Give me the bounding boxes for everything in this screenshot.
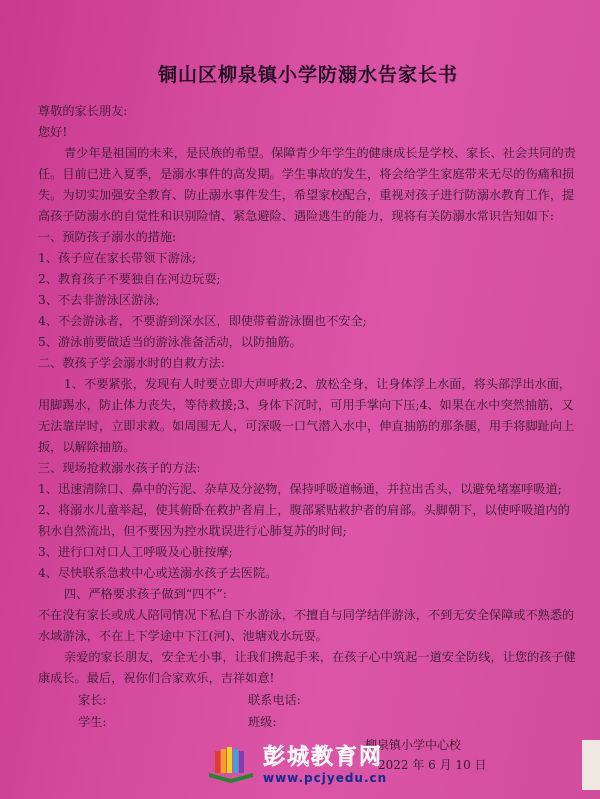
section3-heading: 三、现场抢救溺水孩子的方法: [38, 461, 201, 475]
section1-item: 5、游泳前要做适当的游泳准备活动，以防抽筋。 [38, 335, 302, 349]
letter-title: 铜山区柳泉镇小学防溺水告家长书 [157, 64, 458, 86]
watermark [205, 740, 387, 785]
greeting-line-2: 您好! [38, 125, 68, 139]
section4-heading: 四、严格要求孩子做到“四不”: [64, 587, 227, 601]
parent-label: 家长: [78, 693, 107, 707]
section2-heading: 二、教孩子学会溺水时的自救方法: [38, 356, 225, 370]
footer-date: 2022 年 6 月 10 日 [378, 758, 487, 772]
section1-item: 4、不会游泳者，不要游到深水区，即使带着游泳圈也不安全; [38, 314, 367, 328]
student-label: 学生: [78, 715, 107, 729]
watermark-title: 彭城教育网 [263, 745, 384, 770]
intro-paragraph: 青少年是祖国的未来，是民族的希望。保障青少年学生的健康成长是学校、家长、社会共同的责任。目前已进入夏季，是溺水事件的高发期。学生事故的发生，将会给学生家庭带来无尽的伤痛和损失。为切实加强安全教育、防止溺水事件发生，希望家校配合，重视对孩子进行防溺水教育工作，提高孩子防溺水的自觉性和识别险情、紧急避险、遇险逃生的能力，现将有关防溺水常识告知如下: [38, 146, 576, 223]
section3-item: 3、进行口对口人工呼吸及心脏按摩; [38, 545, 233, 559]
section1-item: 2、教育孩子不要独自在河边玩耍; [38, 272, 221, 286]
section2-body: 1、不要紧张，发现有人时要立即大声呼救;2、放松全身，让身体浮上水面，将头部浮出水面，用脚踢水，防止体力丧失，等待救援;3、身体下沉时，可用手掌向下压;4、如果在水中突然抽筋，又无法靠岸时，立即求救。如周围无人，可深吸一口气潜入水中，伸直抽筋的那条腿，用手将脚趾向上扳，以解除抽筋。 [38, 377, 575, 454]
footer-school: 柳泉镇小学中心校 [365, 738, 462, 752]
section4-body: 不在没有家长或成人陪同情况下私自下水游泳，不擅自与同学结伴游泳，不到无安全保障或不熟悉的水域游泳，不在上下学途中下江(河)、池塘戏水玩耍。 [38, 608, 575, 643]
book-logo-icon [205, 743, 257, 783]
section1-item: 3、不去非游泳区游泳; [38, 293, 160, 307]
greeting-line-1: 尊敬的家长朋友: [38, 104, 128, 118]
watermark-url: www.pcjyedu.cn [263, 771, 388, 785]
section3-item: 4、尽快联系急救中心或送溺水孩子去医院。 [38, 566, 278, 580]
background-edge [582, 740, 600, 790]
signature-row-2 [38, 711, 578, 733]
letter-body [38, 60, 578, 733]
class-label: 班级: [248, 715, 277, 729]
section1-item: 1、孩子应在家长带领下游泳; [38, 251, 197, 265]
section3-item: 1、迅速清除口、鼻中的污泥、杂草及分泌物，保持呼吸道畅通，并拉出舌头，以避免堵塞呼吸道; [38, 482, 562, 496]
signature-row-1 [38, 689, 578, 711]
section3-item: 2、将溺水儿童举起，使其俯卧在救护者肩上，腹部紧贴救护者的肩部。头脚朝下，以使呼吸道内的积水自然流出，但不要因为控水耽误进行心肺复苏的时间; [38, 503, 570, 538]
phone-label: 联系电话: [248, 693, 301, 707]
closing-paragraph: 亲爱的家长朋友，安全无小事，让我们携起手来，在孩子心中筑起一道安全防线，让您的孩子健康成长。最后，祝你们合家欢乐，吉祥如意! [38, 650, 576, 685]
section1-heading: 一、预防孩子溺水的措施: [38, 230, 177, 244]
